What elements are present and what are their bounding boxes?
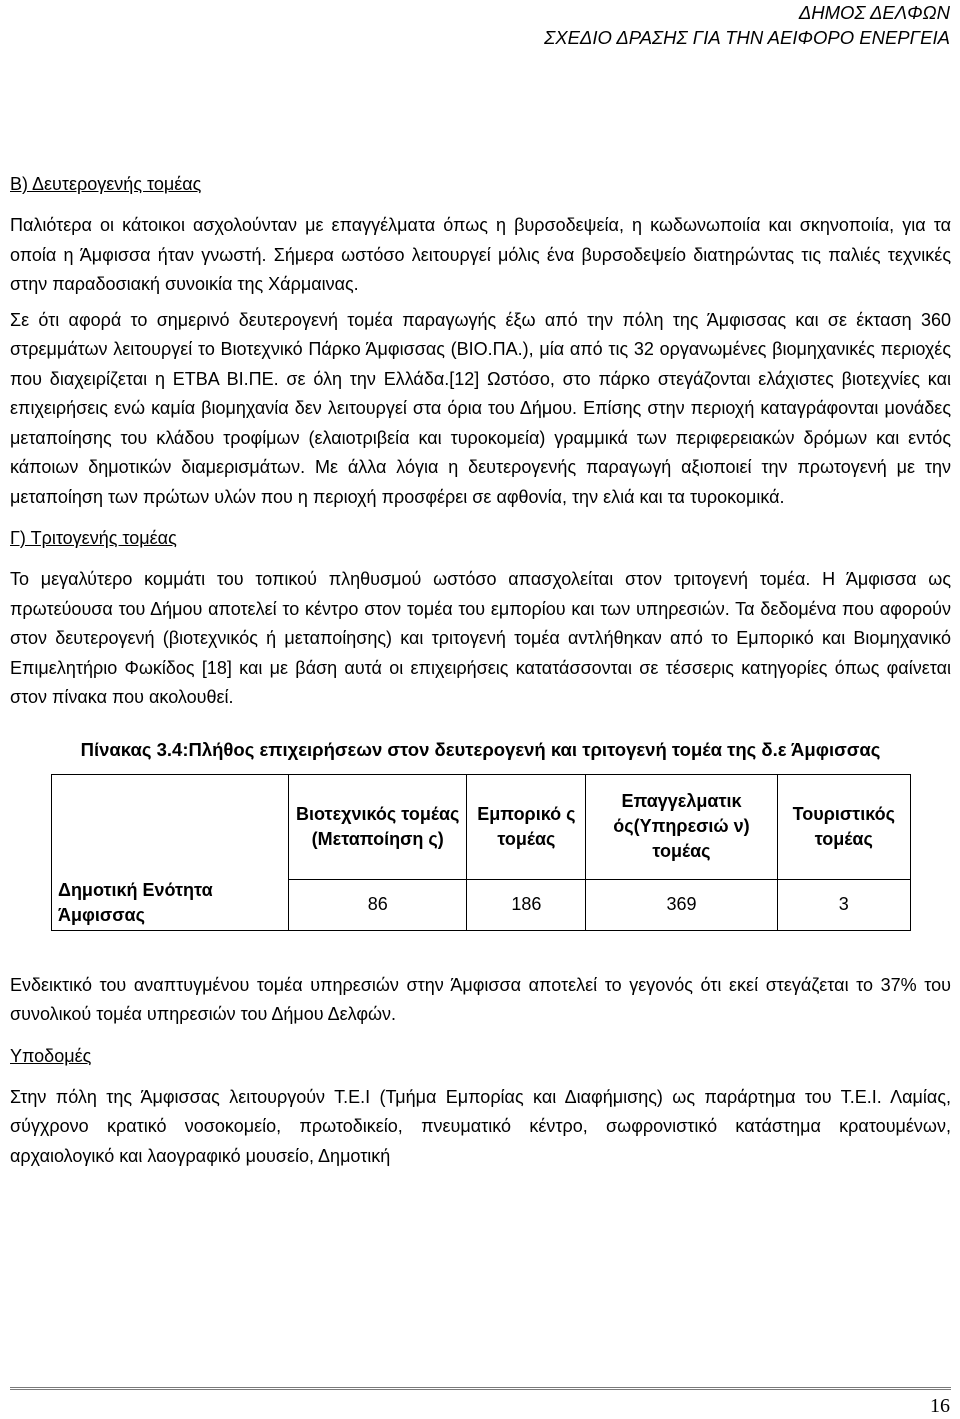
table-row-label: Δημοτική Ενότητα Άμφισσας [52,774,289,930]
table-cell-tourism: 3 [777,879,910,930]
header-municipality: ΔΗΜΟΣ ΔΕΛΦΩΝ [798,2,950,23]
page-content [10,170,951,1171]
document-header [544,0,950,50]
header-plan-title: ΣΧΕΔΙΟ ΔΡΑΣΗΣ ΓΙΑ ΤΗΝ ΑΕΙΦΟΡΟ ΕΝΕΡΓΕΙΑ [544,27,950,48]
table-caption: Πίνακας 3.4:Πλήθος επιχειρήσεων στον δευτερογενή και τριτογενή τομέα της δ.ε Άμφισσας [80,738,881,760]
page-number: 16 [930,1395,950,1417]
paragraph-history: Παλιότερα οι κάτοικοι ασχολούνταν με επαγγέλματα όπως η βυρσοδεψεία, η κωδωνωποιία και σκηνοποιία, για τα οποία η Άμφισσα ήταν γνωστή. Σήμερα ωστόσο λειτουργεί μόλις ένα βυρσοδεψείο διατηρώντας τις παλιές τεχνικές στην παραδοσιακή συνοικία της Χάρμαινας. [10,215,951,294]
section-heading-secondary: Β) Δευτερογενής τομέας [10,174,202,194]
table-header-services: Επαγγελματικ ός(Υπηρεσιώ ν) τομέας [586,774,777,879]
table-header-row [52,774,911,879]
table-header-commerce: Εμπορικό ς τομέας [467,774,586,879]
section-heading-tertiary: Γ) Τριτογενής τομέας [10,528,177,548]
paragraph-infrastructure: Στην πόλη της Άμφισσας λειτουργούν Τ.Ε.Ι (Τμήμα Εμπορίας και Διαφήμισης) ως παράρτημα του Τ.Ε.Ι. Λαμίας, σύγχρονο κρατικό νοσοκομείο, πρωτοδικείο, πνευματικό κέντρο, σωφρονιστικό κατάστημα κρατουμένων, αρχαιολογικό και λαογραφικό μουσείο, Δημοτική [10,1086,951,1166]
table-cell-services: 369 [586,879,777,930]
paragraph-tertiary-sector: Το μεγαλύτερο κομμάτι του τοπικού πληθυσμού ωστόσο απασχολείται στον τριτογενή τομέα. Η Άμφισσα ως πρωτεύουσα του Δήμου αποτελεί το κέντρο στον τομέα του εμπορίου και των υπηρεσιών. Τα δεδομένα που αφορούν στον δευτερογενή (βιοτεχνικός ή μεταποίησης) και τριτογενή τομέα αντλήθηκαν από το Εμπορικό και Βιομηχανικό Επιμελητήριο Φωκίδος [18] και με βάση αυτά οι επιχειρήσεις κατατάσσονται σε τέσσερις κατηγορίες όπως φαίνεται στον πίνακα που ακολουθεί. [10,569,951,707]
footer-divider [10,1387,951,1390]
table-cell-commerce: 186 [467,879,586,930]
paragraph-industrial-park: Σε ότι αφορά το σημερινό δευτερογενή τομέα παραγωγής έξω από την πόλη της Άμφισσας και σε έκταση 360 στρεμμάτων λειτουργεί το Βιοτεχνικό Πάρκο Άμφισσας (ΒΙΟ.ΠΑ.), μία από τις 32 οργανωμένες βιομηχανικές περιοχές που διαχειρίζεται η ΕΤΒΑ ΒΙ.ΠΕ. σε όλη την Ελλάδα.[12] Ωστόσο, στο πάρκο στεγάζονται ελάχιστες βιοτεχνίες και επιχειρήσεις ενώ καμία βιομηχανία δεν λειτουργεί στα όρια του Δήμου. Επίσης στην περιοχή καταγράφονται μονάδες μεταποίησης του κλάδου τροφίμων (ελαιοτριβεία και τυροκομεία) γραμμικά των περιφερειακών δρόμων και εντός κάποιων δημοτικών διαμερισμάτων. Με άλλα λόγια η δευτερογενής παραγωγή αξιοποιεί την πρωτογενή με την μεταποίηση των πρώτων υλών που η περιοχή προσφέρει σε αφθονία, την ελιά και τα τυροκομικά. [10,309,951,507]
paragraph-services-share: Ενδεικτικό του αναπτυγμένου τομέα υπηρεσιών στην Άμφισσα αποτελεί το γεγονός ότι εκεί στεγάζεται το 37% του συνολικού τομέα υπηρεσιών του Δήμου Δελφών. [10,974,951,1024]
section-heading-infrastructure: Υποδομές [10,1045,92,1066]
business-count-table [51,774,911,931]
table-cell-crafts: 86 [289,879,467,930]
table-header-tourism: Τουριστικός τομέας [777,774,910,879]
table-header-crafts: Βιοτεχνικός τομέας (Μεταποίηση ς) [289,774,467,879]
